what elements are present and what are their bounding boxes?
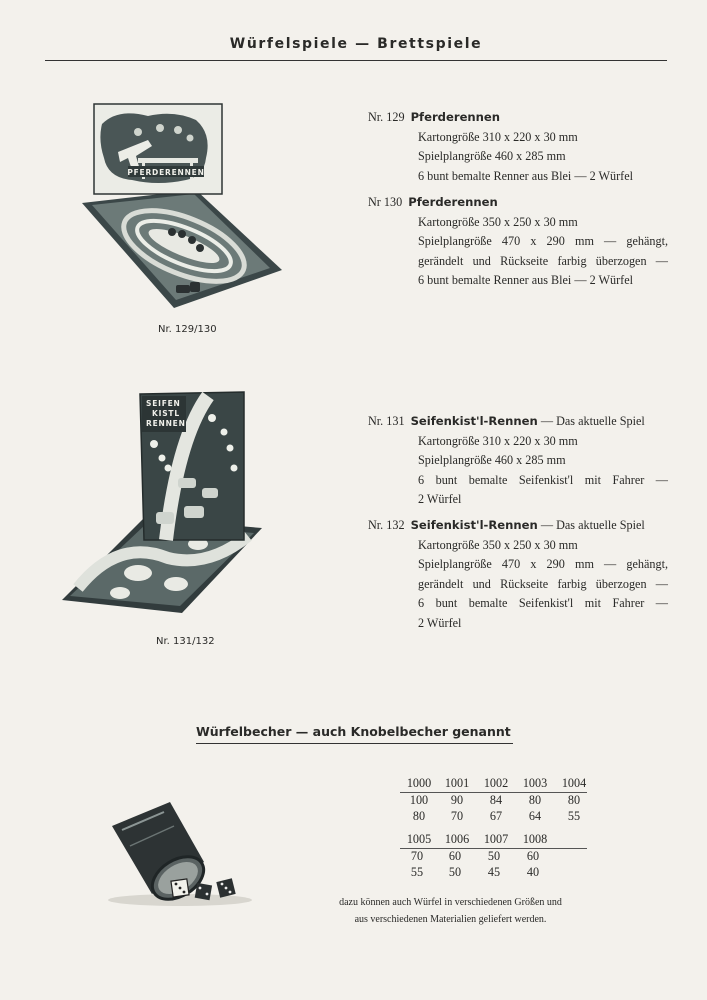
product-entry-132 (368, 516, 668, 633)
table-cell: 90 (450, 793, 464, 807)
table-cell: 60 (526, 849, 540, 863)
product-line: gerändelt und Rückseite farbig überzogen — (418, 576, 668, 591)
product-line: 6 bunt bemalte Seifenkist'l mit Fahrer — (418, 596, 668, 610)
table-cell: 84 (489, 793, 503, 807)
table-cell: 70 (450, 809, 464, 823)
table-cell: 80 (528, 793, 542, 807)
table-cell: 1006 (444, 832, 470, 846)
table-cell: 70 (410, 849, 424, 863)
product-line: Spielplangröße 470 x 290 mm — gehängt, (418, 234, 668, 248)
product-entry-130 (368, 193, 668, 291)
table-cell: 55 (410, 865, 424, 879)
seifenkistl-illustration (58, 388, 268, 613)
product-line: Kartongröße 310 x 220 x 30 mm (418, 433, 578, 448)
note-line: aus verschiedenen Materialien geliefert werden. (354, 914, 547, 925)
box-title-text: PFERDERENNEN (127, 168, 205, 177)
product-line: Kartongröße 350 x 250 x 30 mm (418, 214, 578, 229)
table-cell: 1001 (444, 776, 470, 790)
section-rule (196, 743, 513, 744)
product-subtitle: — Das aktuelle Spiel (540, 518, 645, 532)
product-line: 2 Würfel (418, 615, 462, 630)
table-cell: 1002 (483, 776, 509, 790)
box-title-line-3: RENNEN (146, 419, 186, 428)
table-cell: 67 (489, 809, 503, 823)
table-cell: 1003 (522, 776, 548, 790)
table-cell: 40 (526, 865, 540, 879)
table-cell: 60 (448, 849, 462, 863)
product-line: Kartongröße 350 x 250 x 30 mm (418, 537, 578, 552)
product-number: Nr 130 (368, 195, 403, 209)
product-number: Nr. 132 (368, 518, 405, 532)
product-line: 6 bunt bemalte Seifenkist'l mit Fahrer — (418, 472, 668, 487)
product-number: Nr. 129 (368, 110, 405, 124)
product-title: Seifenkist'l-Rennen (410, 414, 538, 428)
note-line: dazu können auch Würfel in verschiedenen Größen und (339, 897, 562, 908)
svg-text:SEIFEN KISTL RENNEN (146, 399, 186, 428)
image-caption: Nr. 131/132 (156, 636, 215, 647)
table-cell: 50 (448, 865, 462, 879)
box-title-line-2: KISTL (152, 409, 180, 418)
product-line: 6 bunt bemalte Renner aus Blei — 2 Würfel (418, 168, 634, 183)
table-cell: 1004 (561, 776, 587, 790)
product-line: Kartongröße 310 x 220 x 30 mm (418, 129, 578, 144)
product-entry-129 (368, 108, 668, 186)
product-entry-131 (368, 412, 668, 510)
product-line: Spielplangröße 470 x 290 mm — gehängt, (418, 557, 668, 571)
product-line: gerändelt und Rückseite farbig überzogen — (418, 253, 668, 268)
product-number: Nr. 131 (368, 414, 405, 428)
table-cell: 64 (528, 809, 542, 823)
table-cell: 1007 (483, 832, 509, 846)
image-caption: Nr. 129/130 (158, 324, 217, 335)
section-title: Würfelbecher — auch Knobelbecher genannt (196, 724, 511, 739)
table-cell: 100 (409, 793, 429, 807)
table-cell: 1005 (406, 832, 432, 846)
product-line: Spielplangröße 460 x 285 mm (418, 453, 566, 467)
table-cell: 80 (412, 809, 426, 823)
table-cell: 55 (567, 809, 581, 823)
product-title: Seifenkist'l-Rennen (410, 518, 538, 532)
page-title: Würfelspiele — Brettspiele (229, 36, 483, 52)
product-title: Pferderennen (410, 110, 501, 124)
product-subtitle: — Das aktuelle Spiel (540, 414, 645, 428)
table-cell: 45 (487, 865, 501, 879)
table-cell: 80 (567, 793, 581, 807)
box-title-line-1: SEIFEN (146, 399, 181, 408)
table-cell: 50 (487, 849, 501, 863)
dice-cup-illustration (100, 800, 260, 910)
pferderennen-illustration (78, 100, 288, 315)
becher-note (313, 894, 588, 928)
header-rule (45, 60, 667, 61)
product-line: Spielplangröße 460 x 285 mm (418, 149, 566, 163)
table-cell: 1000 (406, 776, 432, 790)
table-cell: 1008 (522, 832, 548, 846)
product-title: Pferderennen (408, 195, 498, 209)
product-line: 2 Würfel (418, 492, 462, 506)
product-line: 6 bunt bemalte Renner aus Blei — 2 Würfel (418, 273, 634, 287)
